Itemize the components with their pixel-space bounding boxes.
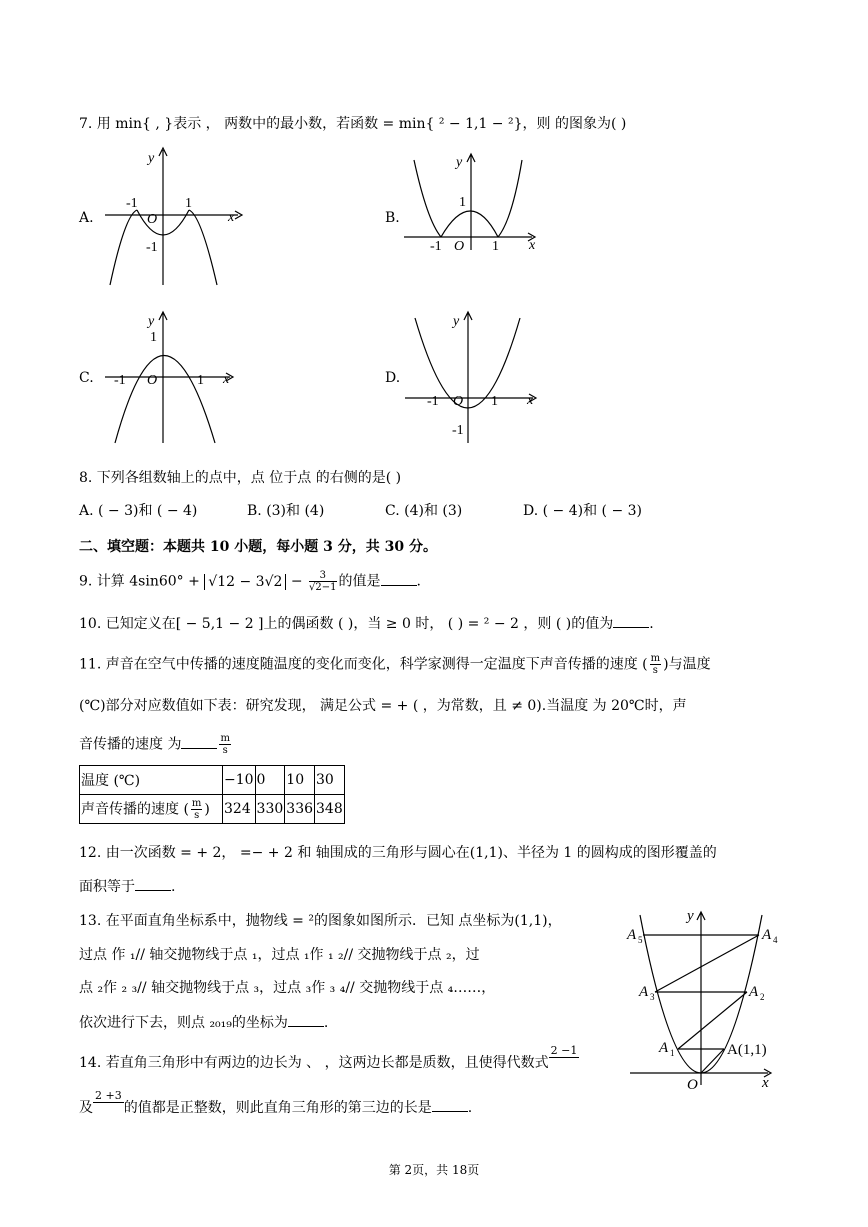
table-cell: 336 [285, 795, 315, 824]
q11-line3-text: 音传播的速度 为 [79, 736, 182, 753]
table-cell: 324 [223, 795, 256, 824]
q7d-neg1: -1 [427, 394, 439, 409]
q7d-pos1: 1 [491, 394, 498, 409]
q9-fraction: $\frac{3}{√2-1}$ [309, 570, 337, 593]
q11-blank-unit: $\frac{m}{s}$ [220, 733, 230, 756]
q12-blank [135, 878, 171, 891]
q13-a5-sub: 5 [638, 935, 643, 945]
table-cell-label: 温度 (℃) [80, 766, 223, 795]
table-row [80, 795, 345, 824]
table-cell: 330 [255, 795, 285, 824]
q7c-pos1: 1 [197, 373, 204, 388]
q9-post: 的值是 [338, 573, 381, 590]
q12-line2 [79, 876, 175, 896]
q7d-neg1-y: -1 [452, 423, 464, 438]
q7c-y-label: y [148, 314, 155, 329]
q7-stem: 7. 用 min{ , }表示 ， 两数中的最小数，若函数 = min{ ² − 1,1 − ²}，则 的图象为( ) [79, 116, 627, 132]
q9-minus: − [286, 573, 308, 590]
q10-blank [613, 615, 649, 628]
table-row [80, 766, 345, 795]
q7-graph-b [402, 150, 547, 260]
q7b-neg1: -1 [430, 239, 442, 254]
q13-a4: A [762, 927, 772, 943]
q7b-pos1: 1 [492, 239, 499, 254]
q7d-origin: O [453, 394, 464, 409]
q14-blank [432, 1099, 468, 1112]
q7-graph-c [100, 308, 245, 448]
q7-option-c-label: C. [79, 370, 94, 386]
table-cell: 348 [315, 795, 345, 824]
q7c-neg1: -1 [114, 373, 126, 388]
q9-pre: 9. 计算 4sin60° + [79, 573, 205, 590]
q9-end: . [416, 573, 421, 590]
q9 [79, 570, 421, 593]
q13-a4-sub: 4 [773, 935, 778, 945]
q10 [79, 613, 654, 633]
q13-x-label: x [762, 1075, 769, 1091]
q7-option-b-label: B. [385, 210, 400, 226]
q13-end: . [323, 1015, 329, 1031]
q14-line2-text: 的值都是正整数，则此直角三角形的第三边的长是 [123, 1100, 432, 1116]
q14-line1-text: 14. 若直角三角形中有两边的边长为 、 ，这两边长都是质数，且使得代数式 [79, 1055, 549, 1071]
table-cell: −10 [223, 766, 256, 795]
q10-text: 10. 已知定义在[ − 5,1 − 2 ]上的偶函数 ( )，当 ≥ 0 时， ( ) = ² − 2 ，则 ( )的值为 [79, 616, 614, 632]
q12-line1: 12. 由一次函数 = + 2， =− + 2 和 轴围成的三角形与圆心在(1,1)、半径为 1 的圆构成的图形覆盖的 [79, 845, 717, 861]
q13-line2: 过点 作 ₁// 轴交抛物线于点 ₁，过点 ₁作 ₁ ₂// 交抛物线于点 ₂，过 [79, 947, 480, 963]
q9-blank [381, 573, 417, 586]
q7a-y-label: y [148, 151, 155, 166]
q14-line2 [79, 1089, 473, 1117]
q13-y-label: y [687, 908, 694, 924]
q7b-origin: O [454, 239, 465, 254]
q11-table [79, 765, 345, 824]
q14-end: . [467, 1100, 473, 1116]
table-cell: 30 [315, 766, 345, 795]
q13-figure [625, 905, 785, 1095]
q11-line1-end: )与温度 [663, 656, 711, 673]
q7d-y-label: y [453, 314, 460, 329]
q11-blank [181, 736, 217, 749]
q14-frac2: 2 +3 [95, 1089, 122, 1102]
q14-line1 [79, 1044, 579, 1072]
q13-a3: A [639, 984, 649, 1000]
q7a-pos1: 1 [185, 196, 192, 211]
q7-graph-d [400, 308, 545, 448]
q12-line2-text: 面积等于 [79, 879, 135, 895]
q7d-x-label: x [527, 393, 534, 408]
q13-a2: A [749, 984, 759, 1000]
q11-line2: (℃)部分对应数值如下表：研究发现， 满足公式 = + ( ，为常数，且 ≠ 0).当温度 为 20℃时，声 [79, 698, 687, 714]
q11-line3 [79, 733, 233, 756]
q7a-neg1: -1 [126, 196, 138, 211]
q13-blank [288, 1014, 324, 1027]
q7b-x-label: x [529, 238, 536, 253]
q7c-top1: 1 [150, 330, 157, 345]
q7c-x-label: x [223, 372, 230, 387]
q14-line2-pre: 及 [79, 1100, 93, 1116]
q13-a1-sub: 1 [670, 1048, 675, 1058]
q11-line1-text: 11. 声音在空气中传播的速度随温度的变化而变化，科学家测得一定温度下声音传播的速度 ( [79, 656, 648, 673]
q8-option-c: C. (4)和 (3) [385, 503, 463, 519]
q13-origin: O [687, 1077, 698, 1093]
table-cell-label: 声音传播的速度 ( $\frac{m}{s}$ ) [80, 795, 223, 824]
q10-end: . [649, 616, 654, 632]
q7-graph-a [100, 145, 245, 290]
q9-abs: √12 − 3√2 [204, 574, 286, 590]
q14-frac1: 2 −1 [550, 1044, 578, 1057]
q13-point-a: A(1,1) [727, 1042, 767, 1058]
section-title: 二、填空题：本题共 10 小题，每小题 3 分，共 30 分。 [79, 539, 437, 555]
table-cell: 0 [255, 766, 285, 795]
q13-a3-sub: 3 [650, 992, 655, 1002]
q8-option-d: D. ( − 4)和 ( − 3) [523, 503, 642, 519]
q7a-neg1-y: -1 [146, 240, 158, 255]
q7c-origin: O [147, 373, 158, 388]
q8-option-a: A. ( − 3)和 ( − 4) [79, 503, 198, 519]
q13-line4-text: 依次进行下去，则点 ₂₀₁₉的坐标为 [79, 1015, 288, 1031]
q13-line3: 点 ₂作 ₂ ₃// 轴交抛物线于点 ₃，过点 ₃作 ₃ ₄// 交抛物线于点 ₄……， [79, 980, 496, 996]
table-cell: 10 [285, 766, 315, 795]
q13-a2-sub: 2 [760, 992, 765, 1002]
q13-a5: A [627, 927, 637, 943]
q12-end: . [171, 879, 176, 895]
q13-a1: A [659, 1040, 669, 1056]
q7a-x-label: x [228, 210, 235, 225]
q11-unit-frac: $\frac{m}{s}$ [650, 653, 661, 676]
q8-stem: 8. 下列各组数轴上的点中，点 位于点 的右侧的是( ) [79, 470, 402, 486]
q8-option-b: B. (3)和 (4) [247, 503, 325, 519]
q13-line4 [79, 1012, 328, 1032]
page-footer: 第 2页，共 18页 [388, 1163, 480, 1177]
q7b-y-label: y [456, 155, 463, 170]
q7a-origin: O [147, 212, 158, 227]
q7-option-a-label: A. [79, 210, 94, 226]
q7-option-d-label: D. [385, 370, 401, 386]
q11-line1 [79, 653, 711, 676]
q13-line1: 13. 在平面直角坐标系中，抛物线 = ²的图象如图所示．已知 点坐标为(1,1)， [79, 913, 562, 929]
q7b-top1: 1 [459, 195, 466, 210]
